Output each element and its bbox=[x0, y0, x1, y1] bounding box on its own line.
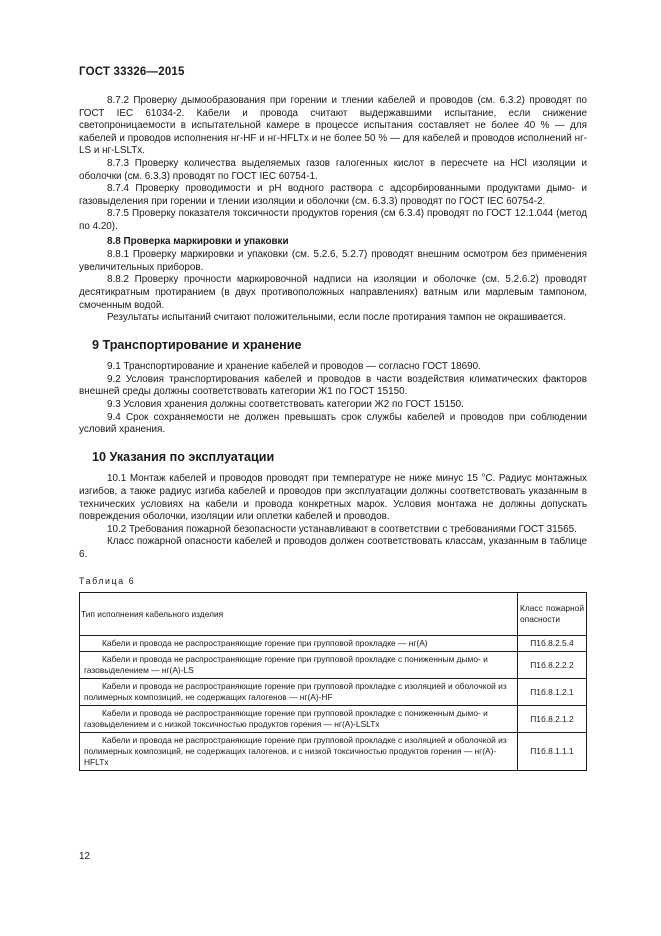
paragraph-9-2: 9.2 Условия транспортирования кабелей и проводов в части воздействия климатических факторов внешней среды должны соответствовать категории Ж1 по ГОСТ 15150. bbox=[79, 373, 587, 398]
section-10-title: 10 Указания по эксплуатации bbox=[92, 449, 275, 464]
document-body bbox=[79, 95, 587, 771]
paragraph-8-8-result: Результаты испытаний считают положительными, если после протирания тампон не окрашивается. bbox=[107, 312, 566, 324]
page-number: 12 bbox=[79, 851, 90, 862]
table-row bbox=[80, 679, 587, 706]
section-8-8-title: 8.8 Проверка маркировки и упаковки bbox=[107, 235, 289, 247]
fire-class-cell: П1б.8.1.1.1 bbox=[518, 733, 587, 771]
paragraph-9-1: 9.1 Транспортирование и хранение кабелей и проводов — согласно ГОСТ 18690. bbox=[107, 361, 481, 373]
fire-class-cell: П1б.8.2.1.2 bbox=[518, 706, 587, 733]
table-row bbox=[80, 706, 587, 733]
table-row bbox=[80, 733, 587, 771]
header-cable-type: Тип исполнения кабельного изделия bbox=[80, 593, 518, 636]
fire-hazard-class-table bbox=[79, 592, 587, 771]
cable-type-cell: Кабели и провода не распространяющие горение при групповой прокладке с изоляцией и оболочкой из полимерных композиций, не содержащих галогенов — нг(A)-HF bbox=[80, 679, 518, 706]
cable-type-cell: Кабели и провода не распространяющие горение при групповой прокладке — нг(A) bbox=[80, 636, 518, 652]
cable-type-cell: Кабели и провода не распространяющие горение при групповой прокладке с пониженным дымо- и газовыделением — нг(A)-LS bbox=[80, 652, 518, 679]
header-fire-class: Класс пожарной опасности bbox=[518, 593, 587, 636]
paragraph-8-8-1: 8.8.1 Проверку маркировки и упаковки (см. 5.2.6, 5.2.7) проводят внешним осмотром без применения увеличительных приборов. bbox=[79, 249, 587, 273]
paragraph-8-7-2: 8.7.2 Проверку дымообразования при горении и тлении кабелей и проводов (см. 6.3.2) проводят по ГОСТ IEC 61034-2. Кабели и провода считают выдержавшими испытание, если снижение светопроницаемости в испытательной камере в процессе испытания составляет не более 40 % — для кабелей и проводов исполнения нг-HF и нг-HFLTx и не более 50 % — для кабелей и проводов исполнений нг-LS и нг-LSLTx. bbox=[79, 95, 587, 157]
paragraph-8-7-4: 8.7.4 Проверку проводимости и pH водного раствора с адсорбированными продуктами дымо- и газовыделения при горении и тлении изоляции и оболочки (см. 6.3.3) проводят по ГОСТ IEC 60754-2. bbox=[79, 183, 587, 207]
fire-class-cell: П1б.8.1.2.1 bbox=[518, 679, 587, 706]
fire-class-cell: П1б.8.2.2.2 bbox=[518, 652, 587, 679]
section-9-title: 9 Транспортирование и хранение bbox=[92, 337, 302, 352]
paragraph-10-class: Класс пожарной опасности кабелей и проводов должен соответствовать классам, указанным в таблице 6. bbox=[79, 536, 587, 560]
paragraph-10-1: 10.1 Монтаж кабелей и проводов проводят при температуре не ниже минус 15 °C. Радиус монтажных изгибов, а также радиус изгиба кабелей и проводов при эксплуатации должны соответствовать указанным в технических условиях на кабели и провода конкретных марок. Условия монтажа не должны допускать повреждения оболочки, изоляции или оплетки кабелей и проводов. bbox=[79, 473, 587, 523]
table-caption: Таблица 6 bbox=[79, 575, 136, 586]
paragraph-9-3: 9.3 Условия хранения должны соответствовать категории Ж2 по ГОСТ 15150. bbox=[107, 399, 464, 411]
document-header: ГОСТ 33326—2015 bbox=[79, 66, 185, 78]
cable-type-cell: Кабели и провода не распространяющие горение при групповой прокладке с изоляцией и оболочкой из полимерных композиций, не содержащих галогенов, и с низкой токсичностью продуктов горения — нг(A)-HFLTx bbox=[80, 733, 518, 771]
table-row bbox=[80, 652, 587, 679]
paragraph-9-4: 9.4 Срок сохраняемости не должен превышать срок службы кабелей и проводов при соблюдении условий хранения. bbox=[79, 411, 587, 436]
paragraph-10-2: 10.2 Требования пожарной безопасности устанавливают в соответствии с требованиями ГОСТ 31565. bbox=[107, 523, 577, 535]
table-row bbox=[80, 636, 587, 652]
table-header-row bbox=[80, 593, 587, 636]
fire-class-cell: П1б.8.2.5.4 bbox=[518, 636, 587, 652]
cable-type-cell: Кабели и провода не распространяющие горение при групповой прокладке с пониженным дымо- и газовыделением и с низкой токсичностью продуктов горения — нг(A)-LSLTx bbox=[80, 706, 518, 733]
paragraph-8-7-5: 8.7.5 Проверку показателя токсичности продуктов горения (см 6.3.4) проводят по ГОСТ 12.1.044 (метод по 4.20). bbox=[79, 208, 587, 232]
paragraph-8-7-3: 8.7.3 Проверку количества выделяемых газов галогенных кислот в пересчете на HCl изоляции и оболочки (см. 6.3.3) проводят по ГОСТ IEC 60754-1. bbox=[79, 157, 587, 182]
paragraph-8-8-2: 8.8.2 Проверку прочности маркировочной надписи на изоляции и оболочке (см. 5.2.6.2) проводят десятикратным протиранием (в двух противоположных направлениях) ватным или марлевым тампоном, смоченным водой. bbox=[79, 274, 587, 311]
